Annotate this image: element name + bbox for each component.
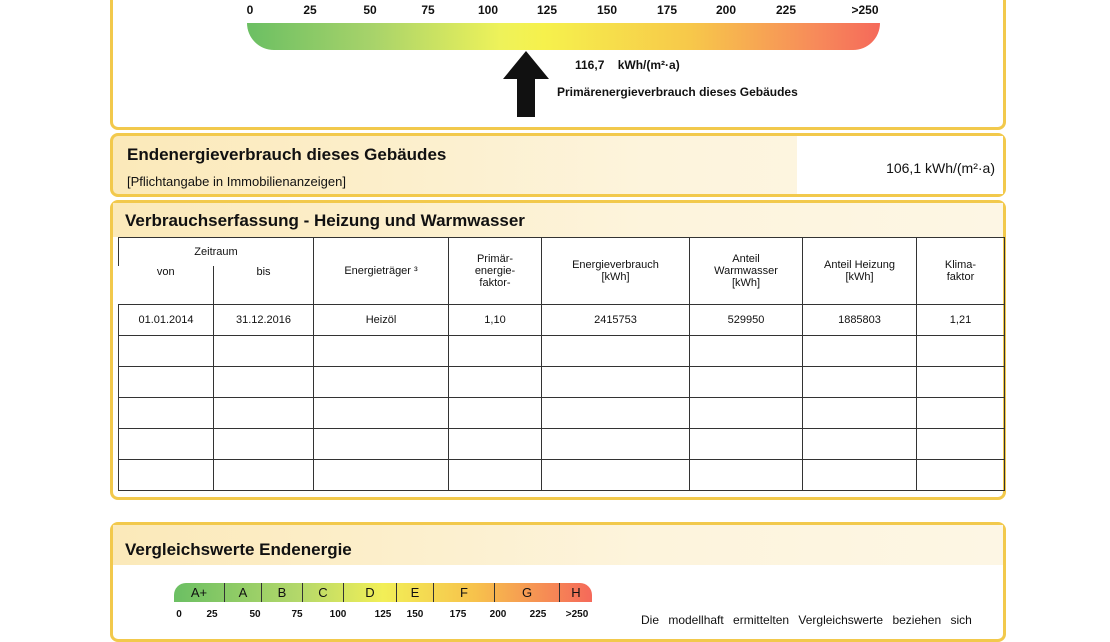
header-zeitraum: Zeitraum <box>119 238 314 267</box>
header-warmwasser: Anteil Warmwasser [kWh] <box>690 238 803 305</box>
final-subtitle: [Pflichtangabe in Immobilienanzeigen] <box>127 174 346 189</box>
cell-von: 01.01.2014 <box>119 305 214 336</box>
energy-class-6: F <box>434 583 495 602</box>
tick: 75 <box>421 3 435 17</box>
value: 116,7 <box>575 58 605 72</box>
consumption-title: Verbrauchserfassung - Heizung und Warmwasser <box>125 211 525 230</box>
header-traeger: Energieträger ³ <box>314 238 449 305</box>
tick: 50 <box>249 609 261 620</box>
table-row <box>119 305 1005 336</box>
comparison-header <box>113 525 1003 565</box>
tick: >250 <box>565 609 589 620</box>
table-row-empty <box>119 367 1005 398</box>
tick: 75 <box>291 609 303 620</box>
unit: kWh/(m²·a) <box>617 58 680 72</box>
final-energy-panel <box>110 133 1006 197</box>
tick: 50 <box>363 3 377 17</box>
energy-class-2: B <box>262 583 303 602</box>
class-scale <box>174 583 592 602</box>
energy-class-4: D <box>344 583 397 602</box>
cell-klima: 1,21 <box>917 305 1005 336</box>
tick: >250 <box>851 3 879 17</box>
cell-pef: 1,10 <box>449 305 542 336</box>
table-row-empty <box>119 398 1005 429</box>
primary-energy-panel <box>110 0 1006 130</box>
tick: 175 <box>656 3 678 17</box>
energy-class-3: C <box>303 583 344 602</box>
tick: 125 <box>374 609 392 620</box>
tick: 100 <box>329 609 347 620</box>
tick: 175 <box>449 609 467 620</box>
cell-bis: 31.12.2016 <box>214 305 314 336</box>
tick: 150 <box>596 3 618 17</box>
tick: 25 <box>206 609 218 620</box>
tick: 200 <box>715 3 737 17</box>
cell-heizung: 1885803 <box>803 305 917 336</box>
cell-warmwasser: 529950 <box>690 305 803 336</box>
header-klima: Klima- faktor <box>917 238 1005 305</box>
header-bis: bis <box>214 266 314 305</box>
table-row-empty <box>119 460 1005 491</box>
tick: 225 <box>775 3 797 17</box>
energy-class-7: G <box>495 583 560 602</box>
header-heizung: Anteil Heizung [kWh] <box>803 238 917 305</box>
cell-traeger: Heizöl <box>314 305 449 336</box>
header-pef: Primär- energie- faktor- <box>449 238 542 305</box>
comparison-title: Vergleichswerte Endenergie <box>125 540 352 559</box>
final-value-box <box>797 136 1003 194</box>
header-von: von <box>119 266 214 305</box>
comparison-text: Die modellhaft ermittelten Vergleichswerte beziehen sich <box>641 613 972 627</box>
tick: 0 <box>246 3 254 17</box>
primary-value <box>575 58 680 72</box>
table-row-empty <box>119 429 1005 460</box>
tick: 150 <box>406 609 424 620</box>
tick: 100 <box>477 3 499 17</box>
primary-label: Primärenergieverbrauch dieses Gebäudes <box>557 85 798 99</box>
energy-class-1: A <box>225 583 262 602</box>
tick: 0 <box>176 609 182 620</box>
table-row-empty <box>119 336 1005 367</box>
tick: 125 <box>536 3 558 17</box>
energy-class-0: A+ <box>174 583 225 602</box>
energy-class-5: E <box>397 583 434 602</box>
arrow-up-icon <box>503 51 549 117</box>
consumption-panel <box>110 200 1006 500</box>
tick: 25 <box>303 3 317 17</box>
header-verbrauch: Energieverbrauch [kWh] <box>542 238 690 305</box>
final-value: 106,1 kWh/(m²·a) <box>886 160 995 176</box>
consumption-table <box>118 237 1005 491</box>
tick: 225 <box>529 609 547 620</box>
energy-class-8: H <box>571 585 581 600</box>
consumption-header <box>113 203 1003 237</box>
energy-scale-bar <box>247 23 880 50</box>
final-title: Endenergieverbrauch dieses Gebäudes <box>127 145 447 164</box>
comparison-panel <box>110 522 1006 642</box>
cell-verbrauch: 2415753 <box>542 305 690 336</box>
tick: 200 <box>489 609 507 620</box>
